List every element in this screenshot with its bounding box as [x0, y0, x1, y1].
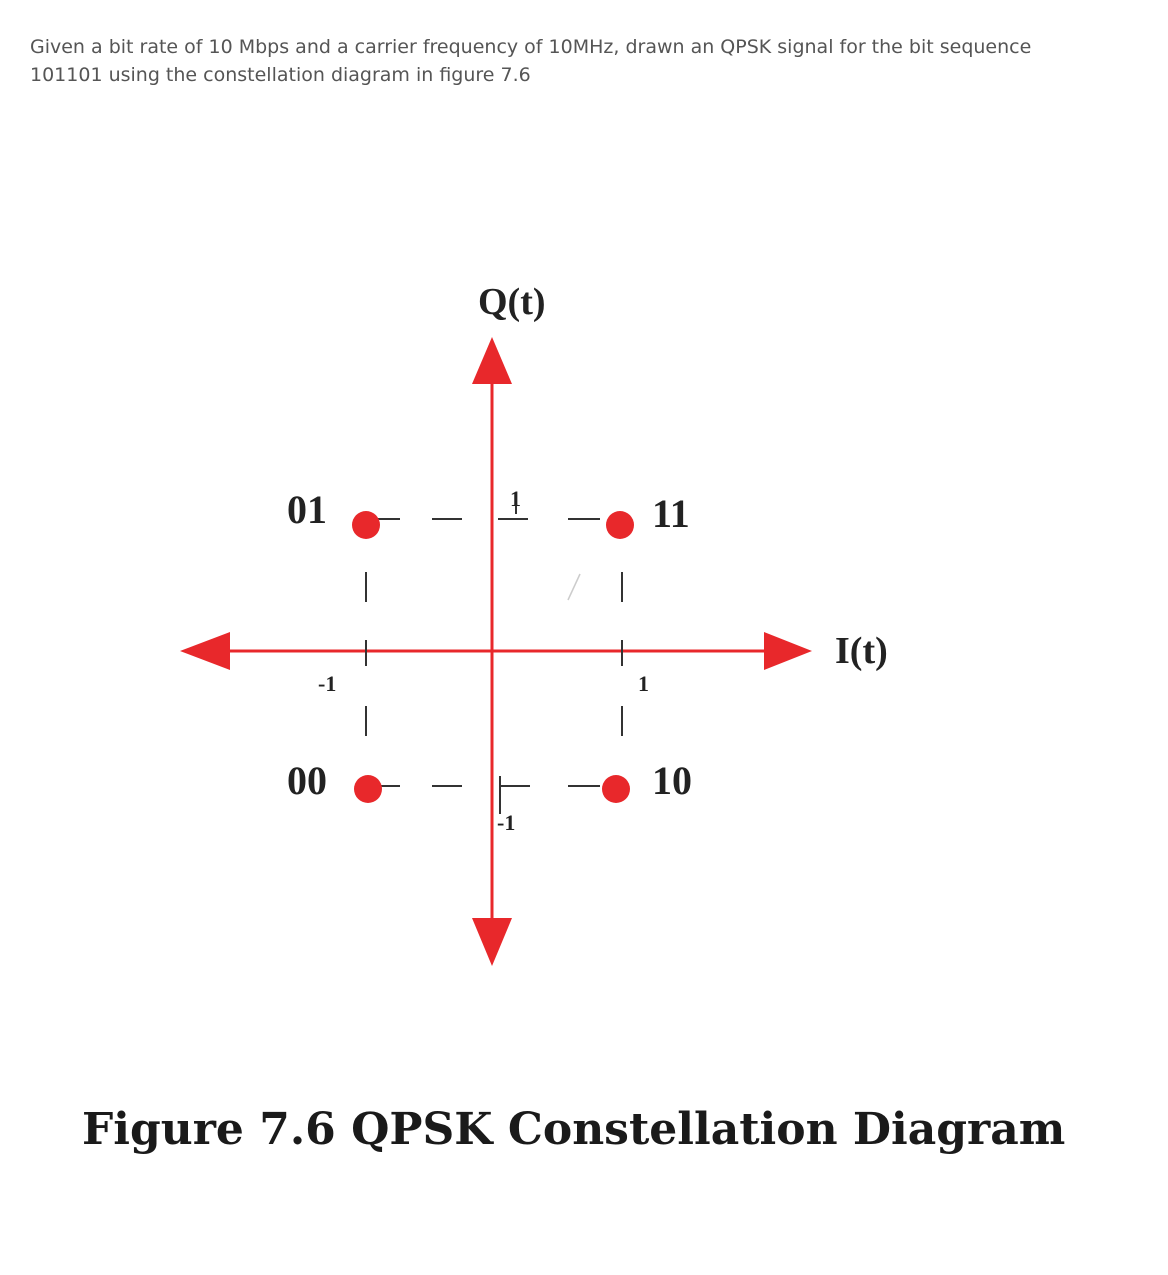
tick-label-q-pos: 1	[510, 486, 521, 511]
axes	[218, 372, 776, 932]
symbol-point-01	[352, 511, 380, 539]
question-line-1: Given a bit rate of 10 Mbps and a carrier frequency of 10MHz, drawn an QPSK signal for the bit sequence	[30, 36, 1032, 58]
symbol-label-00: 00	[287, 758, 327, 803]
i-axis-label: I(t)	[835, 630, 888, 672]
symbol-point-11	[606, 511, 634, 539]
arrow-up-icon	[472, 337, 512, 384]
symbol-label-01: 01	[287, 487, 327, 532]
question-line-2: 101101 using the constellation diagram in figure 7.6	[30, 64, 531, 86]
guide-lines	[366, 498, 622, 814]
tick-label-q-neg: -1	[497, 810, 516, 835]
arrow-down-icon	[472, 918, 512, 966]
figure-caption: Figure 7.6 QPSK Constellation Diagram	[82, 1104, 1066, 1155]
faint-mark	[568, 574, 580, 600]
tick-label-i-neg: -1	[318, 671, 337, 696]
symbol-point-00	[354, 775, 382, 803]
symbol-label-11: 11	[652, 491, 690, 536]
arrow-left-icon	[180, 632, 230, 670]
arrow-right-icon	[764, 632, 812, 670]
symbol-label-10: 10	[652, 758, 692, 803]
tick-label-i-pos: 1	[638, 671, 649, 696]
symbol-point-10	[602, 775, 630, 803]
q-axis-label: Q(t)	[478, 281, 546, 323]
